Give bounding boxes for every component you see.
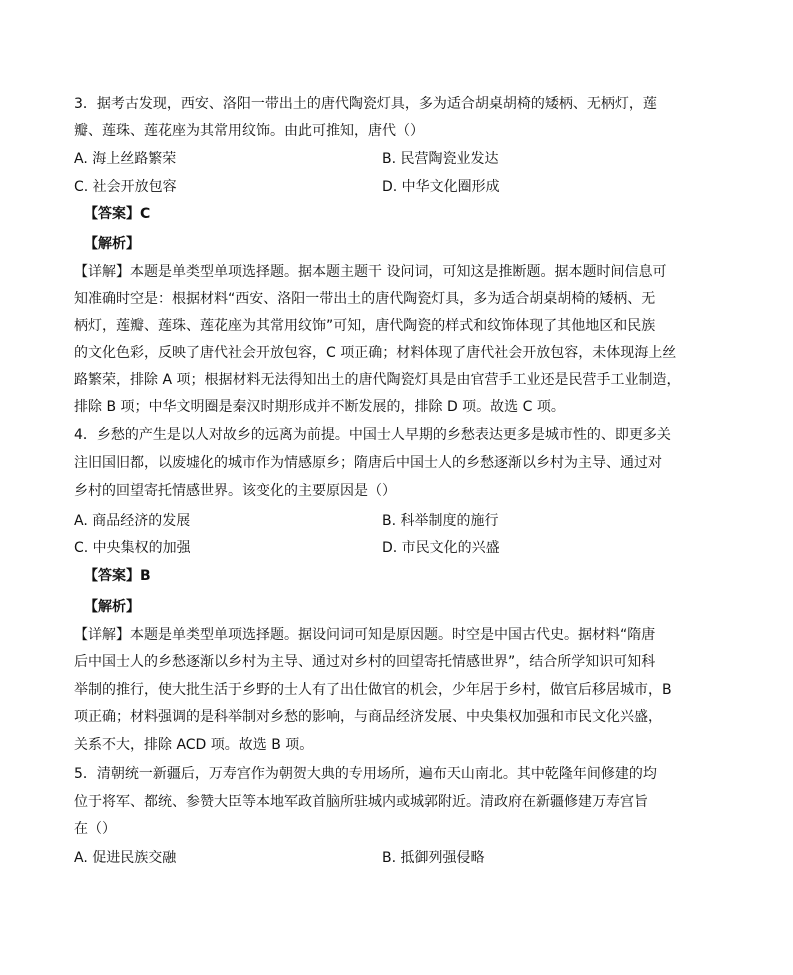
q5-stem-line-3: 在（） [74,821,116,837]
q4-explanation-line-4: 项正确；材料强调的是科举制对乡愁的影响，与商品经济发展、中央集权加强和市民文化兴盛， [74,709,662,725]
q5-stem-line-1: 5．清朝统一新疆后，万寿宫作为朝贺大典的专用场所，遍布天山南北。其中乾隆年间修建的均 [74,766,657,782]
q4-explanation-line-1: 【详解】本题是单类型单项选择题。据设问词可知是原因题。时空是中国古代史。据材料“隋唐 [74,627,656,643]
q4-option-c: C. 中央集权的加强 [74,540,191,556]
q5-option-a: A. 促进民族交融 [74,850,177,866]
q3-explanation-line-5: 路繁荣，排除 A 项；根据材料无法得知出土的唐代陶瓷灯具是由官营手工业还是民营手工业制造， [74,372,681,388]
q3-option-c: C. 社会开放包容 [74,179,177,195]
q4-answer-tag: 【答案】B [84,568,151,584]
q3-explanation-line-4: 的文化色彩，反映了唐代社会开放包容，C 项正确；材料体现了唐代社会开放包容，未体现海上丝 [74,345,677,361]
q3-option-a: A. 海上丝路繁荣 [74,151,177,167]
q3-stem-line-2: 瓣、莲珠、莲花座为其常用纹饰。由此可推知，唐代（） [74,123,424,139]
q3-option-d: D. 中华文化圈形成 [382,179,500,195]
q3-option-b: B. 民营陶瓷业发达 [382,151,499,167]
q4-explanation-line-3: 举制的推行，使大批生活于乡野的士人有了出仕做官的机会，少年居于乡村，做官后移居城市，B [74,682,672,698]
q5-stem-line-2: 位于将军、都统、参赞大臣等本地军政首脑所驻城内或城郭附近。清政府在新疆修建万寿宫旨 [74,794,648,810]
q4-stem-line-2: 注旧国旧都，以废墟化的城市作为情感原乡；隋唐后中国士人的乡愁逐渐以乡村为主导、通过对 [74,455,662,471]
q4-explanation-line-5: 关系不大，排除 ACD 项。故选 B 项。 [74,737,314,753]
q3-answer-tag: 【答案】C [84,206,151,222]
q4-option-a: A. 商品经济的发展 [74,513,191,529]
q4-stem-line-3: 乡村的回望寄托情感世界。该变化的主要原因是（） [74,483,396,499]
q4-option-b: B. 科举制度的施行 [382,513,499,529]
q3-explanation-line-1: 【详解】本题是单类型单项选择题。据本题主题干 设问词，可知这是推断题。据本题时间信息可 [74,264,667,280]
q4-option-d: D. 市民文化的兴盛 [382,540,500,556]
q3-explanation-line-2: 知准确时空是：根据材料“西安、洛阳一带出土的唐代陶瓷灯具，多为适合胡桌胡椅的矮柄、无 [74,291,656,307]
q5-option-b: B. 抵御列强侵略 [382,850,485,866]
q4-explanation-line-2: 后中国士人的乡愁逐渐以乡村为主导、通过对乡村的回望寄托情感世界”，结合所学知识可知科 [74,654,656,670]
q4-stem-line-1: 4．乡愁的产生是以人对故乡的远离为前提。中国士人早期的乡愁表达更多是城市性的、即更多关 [74,427,671,443]
q4-analysis-tag: 【解析】 [84,599,140,615]
q3-explanation-line-6: 排除 B 项；中华文明圈是秦汉时期形成并不断发展的，排除 D 项。故选 C 项。 [74,399,565,415]
q3-explanation-line-3: 柄灯，莲瓣、莲珠、莲花座为其常用纹饰”可知，唐代陶瓷的样式和纹饰体现了其他地区和民族 [74,318,656,334]
q3-analysis-tag: 【解析】 [84,236,140,252]
q3-stem-line-1: 3．据考古发现，西安、洛阳一带出土的唐代陶瓷灯具，多为适合胡桌胡椅的矮柄、无柄灯，莲 [74,96,657,112]
